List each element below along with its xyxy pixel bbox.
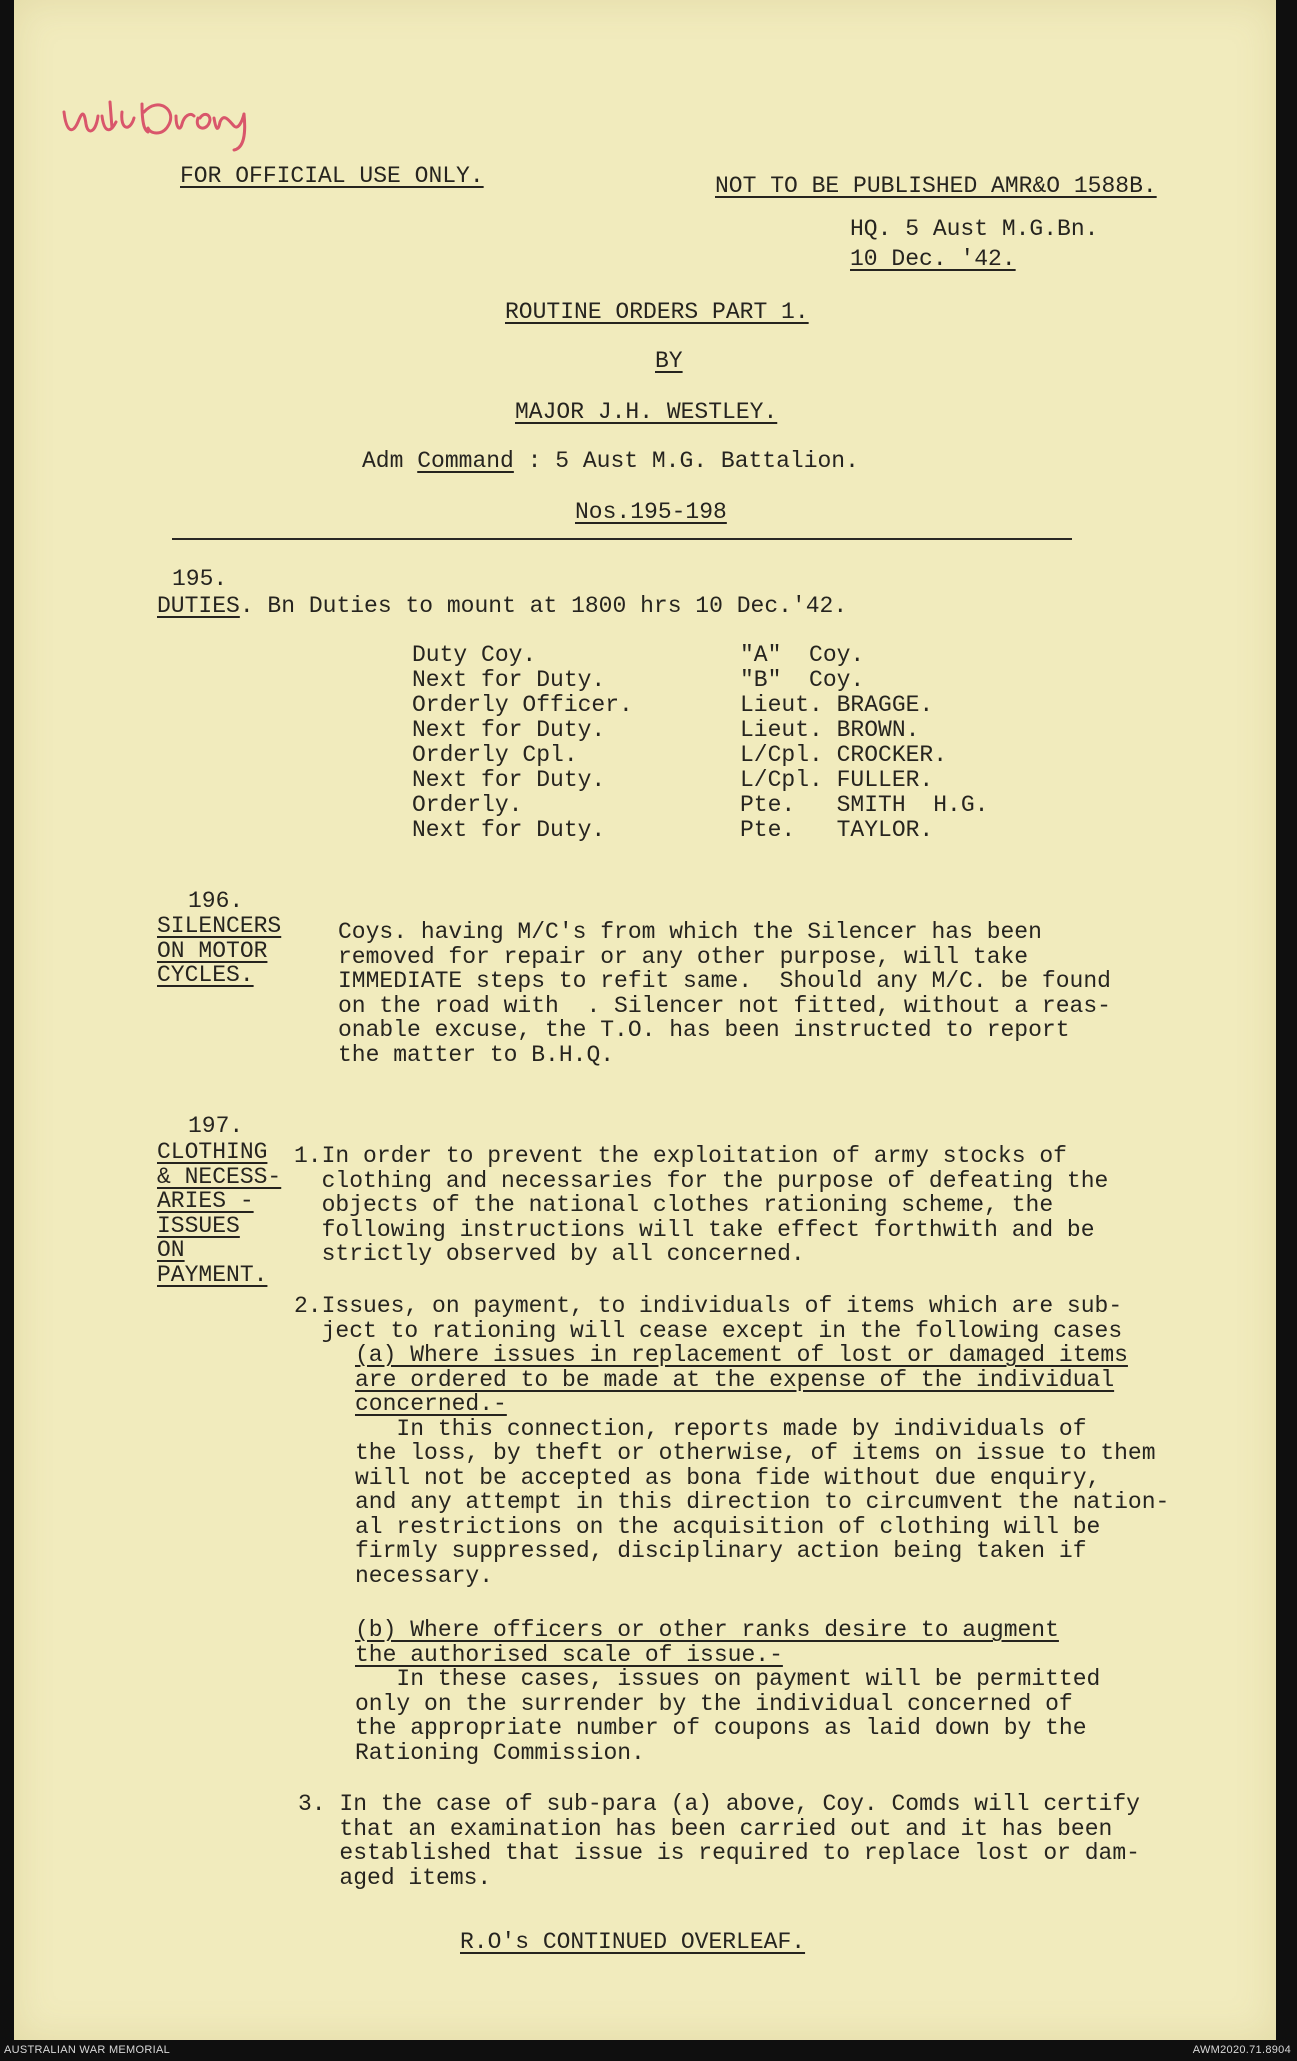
publication-restriction: NOT TO BE PUBLISHED AMR&O 1588B. xyxy=(715,173,1157,199)
body-line: onable excuse, the T.O. has been instructed to report xyxy=(338,1017,1070,1043)
body-line: following instructions will take effect forthwith and be xyxy=(294,1216,1095,1243)
duty-assignee: L/Cpl. FULLER. xyxy=(740,767,934,793)
heading-line: & NECESS- xyxy=(157,1163,282,1190)
body-line: 1.In order to prevent the exploitation of army stocks of xyxy=(294,1143,1067,1169)
duty-assignee: Pte. SMITH H.G. xyxy=(740,792,989,818)
command-word: Command xyxy=(417,448,514,474)
duty-assignee: "A" Coy. xyxy=(740,642,865,668)
order-197-heading xyxy=(157,1140,281,1287)
command-prefix: Adm xyxy=(362,448,404,474)
continued-overleaf: R.O's CONTINUED OVERLEAF. xyxy=(460,1929,806,1955)
order-196-heading xyxy=(157,914,281,988)
body-line: established that issue is required to replace lost or dam- xyxy=(298,1840,1140,1866)
body-line: Coys. having M/C's from which the Silencer has been xyxy=(338,919,1042,945)
title-order-numbers: Nos.195-198 xyxy=(575,499,727,525)
order-197-sub-b xyxy=(355,1618,1100,1765)
body-line: 2.Issues, on payment, to individuals of items which are sub- xyxy=(294,1293,1123,1319)
duty-assignee: "B" Coy. xyxy=(740,667,865,693)
body-line: IMMEDIATE steps to refit same. Should any M/C. be found xyxy=(338,968,1111,994)
duty-role: Duty Coy. xyxy=(412,642,537,668)
order-197-para-2 xyxy=(294,1294,1122,1343)
body-line: on the road with . Silencer not fitted, without a reas- xyxy=(338,992,1111,1019)
duty-assignee: L/Cpl. CROCKER. xyxy=(740,742,948,768)
duty-role: Next for Duty. xyxy=(412,817,606,843)
heading-line: PAYMENT. xyxy=(157,1261,268,1288)
order-197-number: 197. xyxy=(188,1113,244,1139)
duty-assignee: Pte. TAYLOR. xyxy=(740,817,934,843)
classification-label: FOR OFFICIAL USE ONLY. xyxy=(180,163,484,189)
order-195-heading: DUTIES xyxy=(157,593,240,619)
duty-assignee: Lieut. BROWN. xyxy=(740,717,920,743)
body-line: 3. In the case of sub-para (a) above, Coy. Comds will certify xyxy=(298,1791,1140,1817)
title-by: BY xyxy=(655,348,683,374)
body-line: removed for repair or any other purpose, will take xyxy=(338,943,1029,970)
body-line: firmly suppressed, disciplinary action being taken if xyxy=(355,1538,1087,1564)
body-line: that an examination has been carried out and it has been xyxy=(298,1815,1113,1842)
document-date: 10 Dec. '42. xyxy=(850,246,1016,272)
duty-role: Next for Duty. xyxy=(412,667,606,693)
body-line: strictly observed by all concerned. xyxy=(294,1241,805,1267)
header-divider xyxy=(172,538,1072,540)
body-line: al restrictions on the acquisition of clothing will be xyxy=(355,1513,1101,1540)
heading-line: ON MOTOR xyxy=(157,937,268,964)
duty-role: Orderly Cpl. xyxy=(412,742,578,768)
order-196-number: 196. xyxy=(188,888,244,914)
duty-assignee: Lieut. BRAGGE. xyxy=(740,692,934,718)
footer-accession-number: AWM2020.71.8904 xyxy=(1192,2044,1291,2056)
body-line: objects of the national clothes rationing scheme, the xyxy=(294,1192,1054,1218)
body-line: only on the surrender by the individual concerned of xyxy=(355,1690,1073,1717)
body-line: clothing and necessaries for the purpose of defeating the xyxy=(294,1167,1109,1194)
body-line: aged items. xyxy=(298,1864,492,1891)
title-command-line xyxy=(362,449,859,474)
body-line: and any attempt in this direction to circumvent the nation- xyxy=(355,1489,1170,1515)
body-line: are ordered to be made at the expense of the individual xyxy=(355,1366,1115,1393)
body-line: the loss, by theft or otherwise, of items on issue to them xyxy=(355,1440,1156,1466)
body-line: ject to rationing will cease except in the following cases xyxy=(294,1317,1123,1344)
footer-institution: AUSTRALIAN WAR MEMORIAL xyxy=(4,2044,171,2056)
body-line: the authorised scale of issue.- xyxy=(355,1641,783,1668)
order-195-header-line xyxy=(157,594,847,619)
duty-role: Next for Duty. xyxy=(412,717,606,743)
heading-line: CYCLES. xyxy=(157,962,254,988)
body-line: (b) Where officers or other ranks desire to augment xyxy=(355,1617,1059,1643)
title-officer: MAJOR J.H. WESTLEY. xyxy=(515,399,778,425)
unit-line: HQ. 5 Aust M.G.Bn. xyxy=(850,216,1099,242)
duty-role: Next for Duty. xyxy=(412,767,606,793)
body-line: the matter to B.H.Q. xyxy=(338,1041,615,1068)
handwritten-war-diary-annotation xyxy=(58,82,328,152)
body-line: concerned.- xyxy=(355,1391,507,1417)
body-line: will not be accepted as bona fide without due enquiry, xyxy=(355,1464,1101,1491)
heading-line: ISSUES xyxy=(157,1212,240,1239)
order-195-number: 195. xyxy=(172,566,228,592)
order-197-sub-a xyxy=(355,1343,1169,1588)
body-line: the appropriate number of coupons as laid down by the xyxy=(355,1715,1087,1741)
order-196-body xyxy=(338,920,1111,1067)
order-197-para-3 xyxy=(298,1792,1140,1890)
body-line: Rationing Commission. xyxy=(355,1739,645,1766)
body-line: In this connection, reports made by individuals of xyxy=(355,1415,1087,1442)
title-routine-orders: ROUTINE ORDERS PART 1. xyxy=(505,299,809,325)
body-line: In these cases, issues on payment will be permitted xyxy=(355,1666,1101,1692)
body-line: necessary. xyxy=(355,1562,494,1589)
order-195-intro: . Bn Duties to mount at 1800 hrs 10 Dec.'42. xyxy=(239,593,848,619)
body-line: (a) Where issues in replacement of lost or damaged items xyxy=(355,1342,1128,1368)
heading-line: ARIES - xyxy=(157,1188,254,1214)
heading-line: SILENCERS xyxy=(157,913,282,939)
duty-role: Orderly. xyxy=(412,792,523,818)
command-rest: : 5 Aust M.G. Battalion. xyxy=(513,448,859,474)
order-197-para-1 xyxy=(294,1144,1108,1267)
duty-role: Orderly Officer. xyxy=(412,692,633,718)
heading-line: CLOTHING xyxy=(157,1139,268,1165)
heading-line: ON xyxy=(157,1237,185,1263)
